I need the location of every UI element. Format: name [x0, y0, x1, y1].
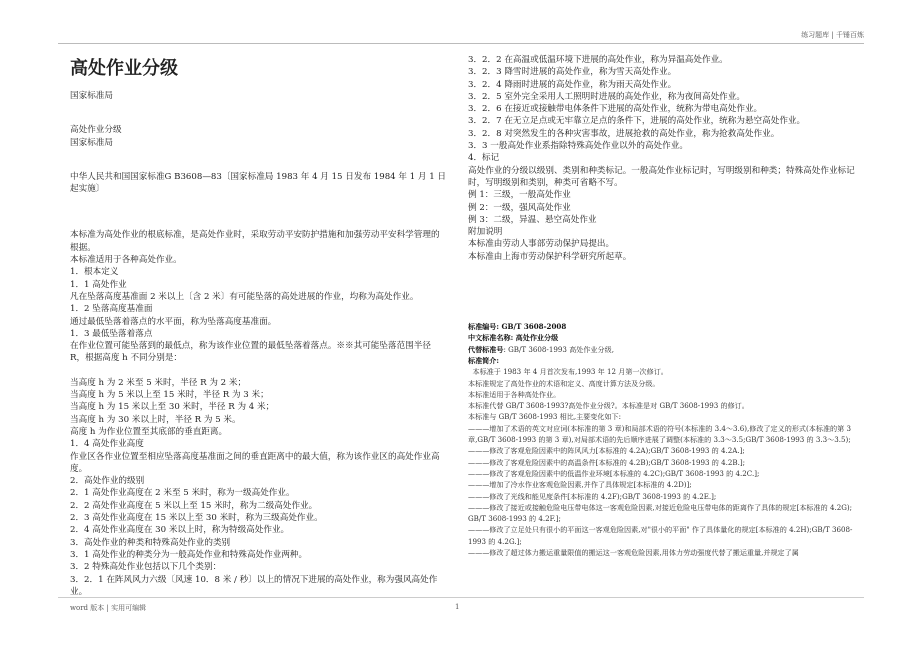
std-text-line: 本标准代替 GB/T 3608-1993?高处作业分级?。本标准是对 GB/T 3608-1993 的修订。: [468, 401, 749, 411]
std-summary-line: 标准简介:: [468, 355, 499, 365]
paragraph: 3．1 高处作业的种类分为一般高处作业和特殊高处作业两种。: [70, 549, 308, 560]
paragraph: 2．2 高处作业高度在 5 米以上至 15 米时，称为二级高处作业。: [70, 500, 318, 511]
example-line: 例 1：三级，一般高处作业: [468, 190, 571, 201]
header-brand-text: 练习题库 | 千锤百炼: [801, 31, 864, 39]
left-column: [70, 54, 448, 598]
section-heading: 1．3 最低坠落着落点: [70, 328, 153, 339]
paragraph: 3．2．1 在阵风风力六级〔风速 10．8 米 / 秒〕以上的情况下进展的高处作业，称为强风高处作业。: [70, 574, 438, 597]
paragraph: 2．1 高处作业高度在 2 米至 5 米时，称为一级高处作业。: [70, 488, 295, 499]
page-number: 1: [455, 603, 460, 611]
paragraph: 高度 h 为作业位置至其底部的垂直距离。: [70, 426, 228, 437]
paragraph: 本标准为高处作业的根底标准，是高处作业时，采取劳动平安防护措施和加强劳动平安科学管理的根据。: [70, 230, 440, 253]
footer-text: word 版本 | 实用可编辑: [70, 604, 147, 612]
std-text-line: 本标准与 GB/T 3608-1993 相比,主要变化如下:: [468, 412, 622, 422]
std-cn-name-label: 中文标准名称: [468, 333, 511, 343]
standard-info-block: [468, 321, 856, 558]
document-subtitle: 国家标准局: [70, 91, 113, 101]
paragraph: 本标准由上海市劳动保护科学研究所起草。: [468, 251, 632, 262]
header-divider: [58, 43, 864, 44]
example-line: 例 2：一级，强风高处作业: [468, 202, 571, 213]
paragraph: 凡在坠落高度基准面 2 米以上〔含 2 米〕有可能坠落的高处进展的作业，均称为高处作业。: [70, 291, 419, 302]
std-replace-line: 代替标准号: GB/T 3608-1993 高处作业分级,: [468, 344, 614, 354]
issue-statement: 中华人民共和国国家标准G B3608—83〔国家标准局 1983 年 4 月 15 日发布 1984 年 1 月 1 日起实施〕: [70, 171, 447, 195]
paragraph: 3．2 特殊高处作业包括以下几个类别：: [70, 562, 222, 573]
paragraph: 在作业位置可能坠落到的最低点，称为该作业位置的最低坠落着落点。※※其可能坠落范围半径 R，根据高度 h 不同分别是：: [70, 341, 434, 364]
right-top-block: [468, 54, 856, 263]
paragraph: 2．3 高处作业高度在 15 米以上至 30 米时，称为三级高处作业。: [70, 513, 323, 524]
paragraph: 3．2．2 在高温或低温环境下进展的高处作业，称为异温高处作业。: [468, 55, 728, 65]
std-replace-value: GB/T 3608-1993 高处作业分级,: [508, 344, 614, 354]
std-number-value: GB/T 3608-2008: [501, 322, 567, 332]
std-text-line: ———修改了客观危险因素中的阵风风力[本标准的 4.2A);GB/T 3608-1993 的 4.2A.];: [468, 446, 745, 456]
paragraph: 3．2．4 降雨时进展的高处作业，称为雨天高处作业。: [468, 79, 677, 90]
paragraph: 当高度 h 为 2 米至 5 米时，半径 R 为 2 米；: [70, 377, 247, 388]
std-text-line: ———修改了接近或接触危险电压带电体这一客观危险因素,对接近危险电压带电体的距离作了具体的规定[本标准的 4.2G);GB/T 3608-1993 的 4.2F.];: [468, 502, 853, 524]
example-line: 例 3：二级，异温、悬空高处作业: [468, 214, 597, 225]
std-text-line: 本标准适用于各种高处作业。: [468, 389, 561, 399]
section-heading: 1．根本定义: [70, 267, 119, 278]
radius-block: [70, 377, 448, 598]
section-heading: 附加说明: [468, 227, 503, 238]
section-heading: 1．1 高处作业: [70, 279, 127, 290]
std-number-line: 标准编号: GB/T 3608-2008: [468, 322, 567, 332]
std-cn-name-value: 高处作业分级: [515, 333, 559, 343]
std-text-line: 本标准于 1983 年 4 月首次发布,1993 年 12 月第一次修订。: [472, 367, 668, 377]
paragraph: 当高度 h 为 5 米以上至 15 米时，半径 R 为 3 米；: [70, 390, 269, 401]
meta-line: 国家标准局: [70, 137, 113, 148]
std-text-line: 本标准规定了高处作业的术语和定义、高度计算方法及分级。: [468, 378, 660, 388]
std-number-label: 标准编号: [468, 322, 497, 332]
std-text-line: ———修改了超过体力搬运重量限值的搬运这一客观危险因素,用体力劳动强度代替了搬运重量,并规定了属: [468, 547, 799, 557]
std-cn-name-line: 中文标准名称: 高处作业分级: [468, 333, 559, 343]
std-text-line: ———修改了客观危险因素中的低温作业环境[本标准的 4.2C);GB/T 3608-1993 的 4.2C.];: [468, 468, 760, 478]
paragraph: 3．2．5 室外完全采用人工照明时进展的高处作业，称为夜间高处作业。: [468, 91, 745, 102]
section-heading: 4．标记: [468, 153, 500, 164]
std-text-line: ———增加了术语的英文对应词(本标准的第 3 章)和局部术语的符号(本标准的 3.4～3.6),修改了定义的形式(本标准的第 3 章,GB/T 3608-1993 的第 3 章),对局部术语的先后顺序进展了调整(本标准的 3.3～3.5;GB/T 3608-1993 的 3.3～3.5);: [468, 423, 854, 445]
std-text-line: ———增加了冷水作业客观危险因素,并作了具体规定[本标准的 4.2D)];: [468, 480, 692, 490]
paragraph: 当高度 h 为 15 米以上至 30 米时，半径 R 为 4 米；: [70, 402, 275, 413]
std-text-line: ———修改了客观危险因素中的高温条件[本标准的 4.2B);GB/T 3608-1993 的 4.2B.];: [468, 457, 746, 467]
section-heading: 1．4 高处作业高度: [70, 439, 144, 450]
std-text-line: ———修改了立足处只有很小的平面这一客观危险因素,对"很小的平面" 作了具体量化的规定[本标准的 4.2H);GB/T 3608-1993 的 4.2G.];: [468, 525, 853, 546]
right-column: [468, 54, 856, 558]
footer-divider: [58, 597, 864, 598]
std-replace-label: 代替标准号: [468, 344, 504, 354]
paragraph: 本标准适用于各种高处作业。: [70, 255, 182, 266]
intro-block: [70, 229, 448, 364]
paragraph: 3．2．6 在接近或接触带电体条件下进展的高处作业，统称为带电高处作业。: [468, 104, 763, 115]
section-heading: 2．高处作业的级别: [70, 476, 145, 487]
section-heading: 3．高处作业的种类和特殊高处作业的类别: [70, 537, 231, 548]
paragraph: 3．2．7 在无立足点或无牢靠立足点的条件下，进展的高处作业，统称为悬空高处作业。: [468, 116, 806, 127]
paragraph: 当高度 h 为 30 米以上时，半径 R 为 5 米。: [70, 414, 241, 425]
paragraph: 3．2．8 对突然发生的各种灾害事故，进展抢救的高处作业，称为抢救高处作业。: [468, 128, 780, 139]
paragraph: 3．3 一般高处作业系指除特殊高处作业以外的高处作业。: [468, 141, 688, 152]
paragraph: 高处作业的分级以级别、类别和种类标记。一般高处作业标记时，写明级别和种类；特殊高处作业标记时，写明级别和类别，种类可省略不写。: [468, 165, 855, 188]
paragraph: 3．2．3 降雪时进展的高处作业，称为雪天高处作业。: [468, 67, 677, 78]
paragraph: 2．4 高处作业高度在 30 米以上时，称为特级高处作业。: [70, 525, 290, 536]
paragraph: 作业区各作业位置至相应坠落高度基准面之间的垂直距离中的最大值，称为该作业区的高处作业高度。: [70, 451, 440, 474]
std-text-line: ———修改了光线和能见度条件[本标准的 4.2F);GB/T 3608-1993 的 4.2E.];: [468, 491, 717, 501]
paragraph: 本标准由劳动人事部劳动保护局提出。: [468, 239, 615, 250]
paragraph: 通过最低坠落着落点的水平面，称为坠落高度基准面。: [70, 316, 277, 327]
document-title: 高处作业分级: [70, 58, 178, 79]
meta-line: 高处作业分级: [70, 125, 122, 136]
std-summary-label: 标准简介: [468, 355, 497, 365]
section-heading: 1．2 坠落高度基准面: [70, 304, 153, 315]
